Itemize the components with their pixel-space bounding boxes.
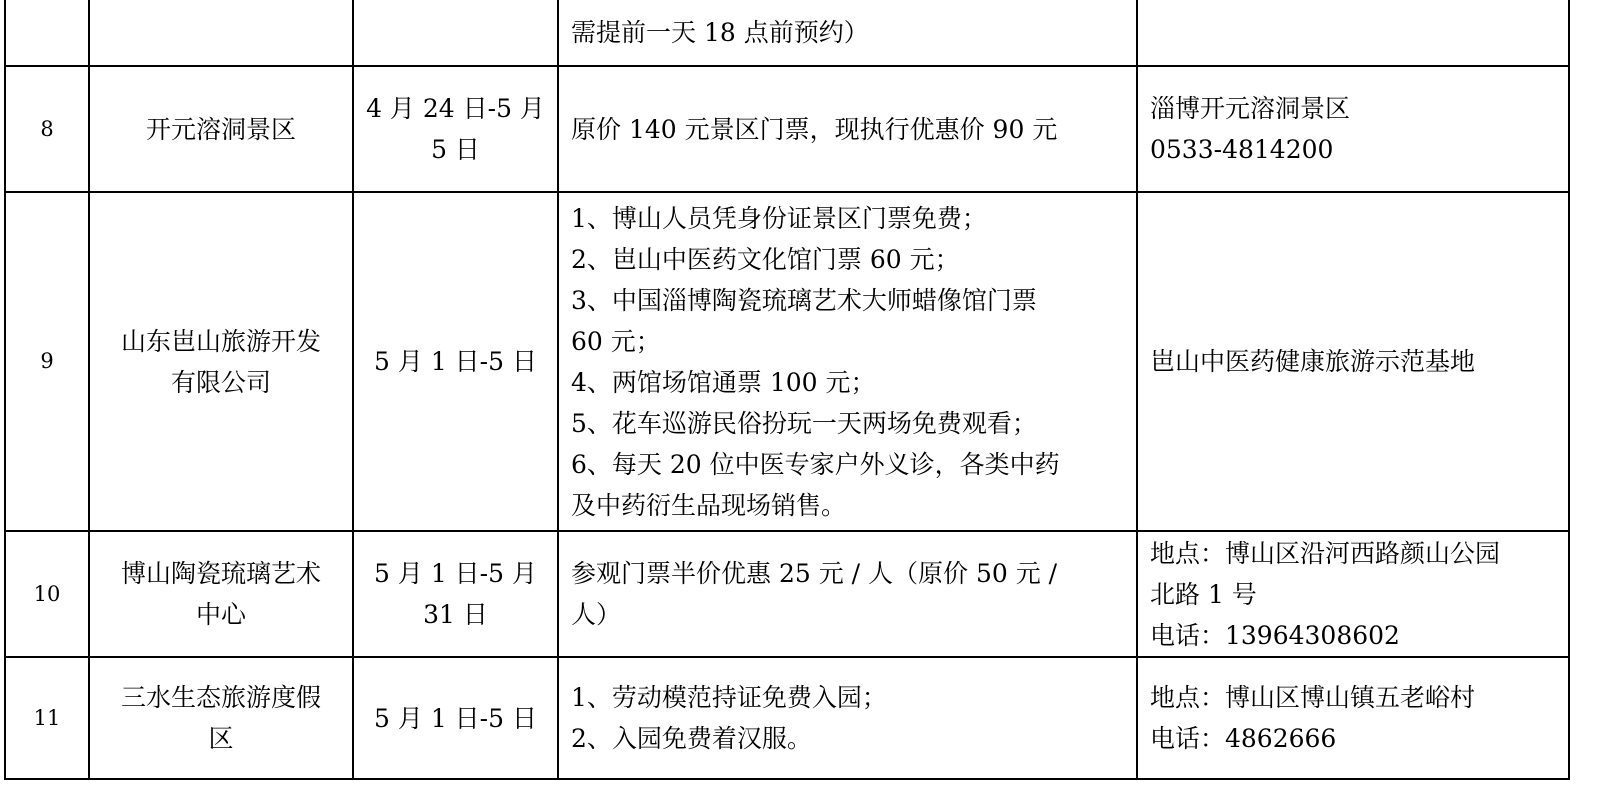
cell-line: 31 日 [423, 600, 488, 629]
cell-line: 淄博开元溶洞景区 [1150, 94, 1351, 123]
cell-contact [1137, 66, 1569, 192]
cell-dates [353, 192, 558, 531]
cell-text: 11 [33, 705, 61, 730]
cell-contact [1137, 192, 1569, 531]
cell-offer [558, 192, 1137, 531]
cell-line: 2、入园免费着汉服。 [571, 724, 812, 753]
cell-line: 电话：13964308602 [1150, 620, 1400, 650]
cell-line: 原价 140 元景区门票，现执行优惠价 90 元 [571, 114, 1058, 144]
cell-text: 10 [33, 581, 61, 606]
cell-line: 电话：4862666 [1150, 724, 1337, 753]
cell-line: 5 月 1 日-5 日 [374, 703, 537, 733]
cell-line: 4 月 24 日-5 月 [366, 94, 545, 123]
cell-line: 及中药衍生品现场销售。 [571, 490, 847, 520]
cell-contact [1137, 0, 1569, 66]
cell-offer [558, 66, 1137, 192]
cell-line: 0533-4814200 [1150, 135, 1334, 164]
cell-venue-name [89, 192, 353, 531]
cell-contact [1137, 531, 1569, 657]
table-row [5, 657, 1569, 779]
cell-line: 6、每天 20 位中医专家户外义诊，各类中药 [571, 449, 1060, 479]
cell-text: 8 [40, 116, 54, 141]
cell-dates [353, 531, 558, 657]
table-row [5, 0, 1569, 66]
cell-line: 地点：博山区沿河西路颜山公园 [1150, 538, 1501, 568]
cell-venue-name [89, 0, 353, 66]
table-row [5, 531, 1569, 657]
cell-line: 1、劳动模范持证免费入园； [571, 683, 887, 712]
cell-line: 5 月 1 日-5 日 [374, 347, 537, 376]
cell-line: 地点：博山区博山镇五老峪村 [1150, 683, 1476, 712]
cell-line: 区 [208, 724, 234, 753]
cell-number [5, 657, 89, 779]
cell-contact [1137, 657, 1569, 779]
cell-dates [353, 657, 558, 779]
cell-dates [353, 0, 558, 66]
cell-line: 60 元； [571, 326, 661, 356]
cell-line: 5 日 [431, 135, 480, 164]
table-row [5, 192, 1569, 531]
cell-venue-name [89, 657, 353, 779]
cell-line: 需提前一天 18 点前预约） [571, 18, 869, 47]
cell-line: 4、两馆场馆通票 100 元； [571, 367, 876, 397]
cell-offer [558, 531, 1137, 657]
cell-line: 三水生态旅游度假 [120, 683, 321, 712]
cell-line: 人） [571, 600, 622, 629]
cell-venue-name [89, 531, 353, 657]
cell-line: 山东岜山旅游开发 [120, 326, 321, 356]
cell-line: 开元溶洞景区 [145, 114, 296, 144]
cell-number [5, 0, 89, 66]
table-body [5, 0, 1569, 779]
cell-number [5, 531, 89, 657]
cell-number [5, 66, 89, 192]
table-row [5, 66, 1569, 192]
cell-line: 参观门票半价优惠 25 元 / 人（原价 50 元 / [571, 559, 1058, 588]
cell-offer [558, 0, 1137, 66]
cell-offer [558, 657, 1137, 779]
cell-line: 北路 1 号 [1150, 579, 1257, 609]
cell-text: 9 [40, 349, 54, 373]
cell-line: 博山陶瓷琉璃艺术 [120, 559, 321, 588]
cell-line: 5 月 1 日-5 月 [374, 559, 537, 588]
discount-table [4, 0, 1570, 780]
cell-line: 3、中国淄博陶瓷琉璃艺术大师蜡像馆门票 [571, 285, 1037, 315]
cell-line: 中心 [195, 600, 246, 629]
cell-line: 有限公司 [170, 367, 271, 397]
cell-venue-name [89, 66, 353, 192]
cell-line: 2、岜山中医药文化馆门票 60 元； [571, 244, 960, 274]
cell-number [5, 192, 89, 531]
cell-dates [353, 66, 558, 192]
cell-line: 5、花车巡游民俗扮玩一天两场免费观看； [571, 408, 1037, 438]
cell-line: 岜山中医药健康旅游示范基地 [1150, 347, 1476, 376]
cell-line: 1、博山人员凭身份证景区门票免费； [571, 203, 987, 233]
